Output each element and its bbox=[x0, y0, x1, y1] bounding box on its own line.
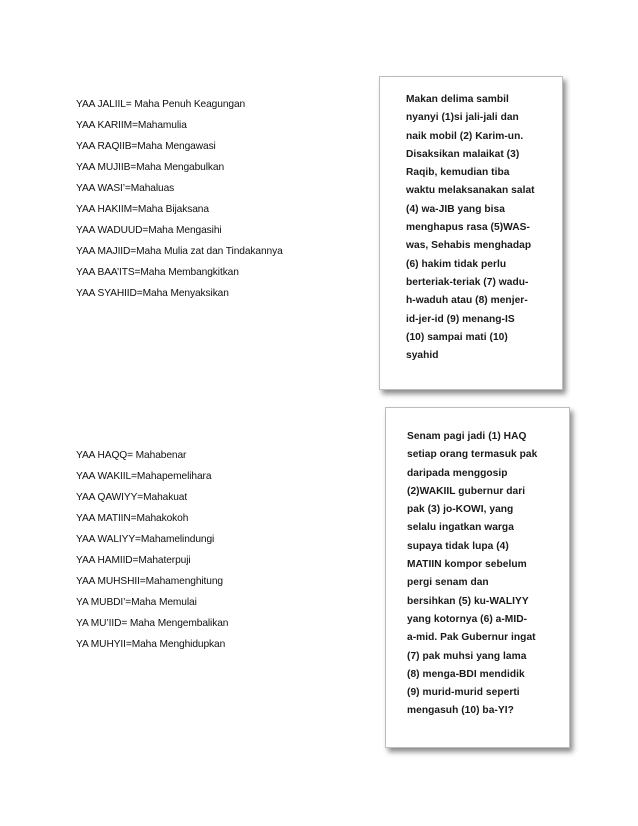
list-item: YAA HAMIID=Mahaterpuji bbox=[76, 555, 191, 566]
asmaul-husna-list-bottom bbox=[76, 450, 228, 660]
card-line: Senam pagi jadi (1) HAQ bbox=[407, 431, 527, 442]
list-item: YA MU’IID= Maha Mengembalikan bbox=[76, 618, 229, 629]
list-item: YAA RAQIIB=Maha Mengawasi bbox=[76, 141, 216, 152]
list-item: YAA WADUUD=Maha Mengasihi bbox=[76, 225, 222, 236]
card-line: supaya tidak lupa (4) bbox=[407, 540, 509, 552]
card-line: Raqib, kemudian tiba bbox=[406, 167, 510, 179]
card-line: MATIIN kompor sebelum bbox=[407, 559, 527, 571]
card-line: yang kotornya (6) a-MID- bbox=[407, 613, 528, 625]
list-item: YAA MATIIN=Mahakokoh bbox=[76, 513, 189, 524]
card-line: nyanyi (1)si jali-jali dan bbox=[406, 112, 519, 124]
card-line: menghapus rasa (5)WAS- bbox=[406, 222, 530, 234]
list-item: YAA MUHSHII=Mahamenghitung bbox=[76, 576, 223, 587]
list-item: YAA KARIIM=Mahamulia bbox=[76, 120, 187, 131]
card-line: Makan delima sambil bbox=[406, 94, 509, 105]
card-line: naik mobil (2) Karim-un. bbox=[406, 130, 524, 142]
card-line: (6) hakim tidak perlu bbox=[406, 258, 507, 270]
card-line: waktu melaksanakan salat bbox=[406, 185, 535, 197]
list-item: YAA JALIIL= Maha Penuh Keagungan bbox=[76, 99, 246, 110]
card-line: (7) pak muhsi yang lama bbox=[407, 650, 527, 662]
list-item: YAA WAKIIL=Mahapemelihara bbox=[76, 471, 212, 482]
card-line: id-jer-id (9) menang-IS bbox=[406, 313, 515, 325]
card-line: pergi senam dan bbox=[407, 577, 489, 589]
card-line: mengasuh (10) ba-YI? bbox=[407, 705, 514, 717]
list-item: YA MUBDI’=Maha Memulai bbox=[76, 597, 197, 608]
list-item: YAA WASI’=Mahaluas bbox=[76, 183, 175, 194]
card-line: setiap orang termasuk pak bbox=[407, 449, 538, 461]
card-line: was, Sehabis menghadap bbox=[406, 240, 532, 252]
card-line: (2)WAKIIL gubernur dari bbox=[407, 485, 526, 497]
card-line: pak (3) jo-KOWI, yang bbox=[407, 504, 514, 516]
list-item: YAA HAQQ= Mahabenar bbox=[76, 450, 187, 461]
list-item: YAA QAWIYY=Mahakuat bbox=[76, 492, 188, 503]
card-line: daripada menggosip bbox=[407, 467, 508, 479]
mnemonic-card-top bbox=[379, 76, 563, 390]
card-line: a-mid. Pak Gubernur ingat bbox=[407, 632, 536, 644]
asmaul-husna-list-top bbox=[76, 99, 283, 309]
card-line: selalu ingatkan warga bbox=[407, 522, 514, 534]
card-line: bersihkan (5) ku-WALIYY bbox=[407, 595, 529, 607]
card-line: (8) menga-BDI mendidik bbox=[407, 668, 525, 680]
list-item: YA MUHYII=Maha Menghidupkan bbox=[76, 639, 226, 650]
card-line: (4) wa-JIB yang bisa bbox=[406, 203, 505, 215]
list-item: YAA SYAHIID=Maha Menyaksikan bbox=[76, 288, 229, 299]
list-item: YAA HAKIIM=Maha Bijaksana bbox=[76, 204, 209, 215]
list-item: YAA MUJIIB=Maha Mengabulkan bbox=[76, 162, 225, 173]
card-line: (10) sampai mati (10) bbox=[406, 331, 508, 343]
card-line: h-waduh atau (8) menjer- bbox=[406, 295, 528, 307]
card-line: Disaksikan malaikat (3) bbox=[406, 148, 520, 160]
card-line: syahid bbox=[406, 350, 439, 362]
card-line: berteriak-teriak (7) wadu- bbox=[406, 276, 529, 288]
mnemonic-card-bottom bbox=[385, 407, 570, 748]
list-item: YAA BAA’ITS=Maha Membangkitkan bbox=[76, 267, 239, 278]
list-item: YAA WALIYY=Mahamelindungi bbox=[76, 534, 215, 545]
card-line: (9) murid-murid seperti bbox=[407, 687, 520, 699]
list-item: YAA MAJIID=Maha Mulia zat dan Tindakannya bbox=[76, 246, 283, 257]
